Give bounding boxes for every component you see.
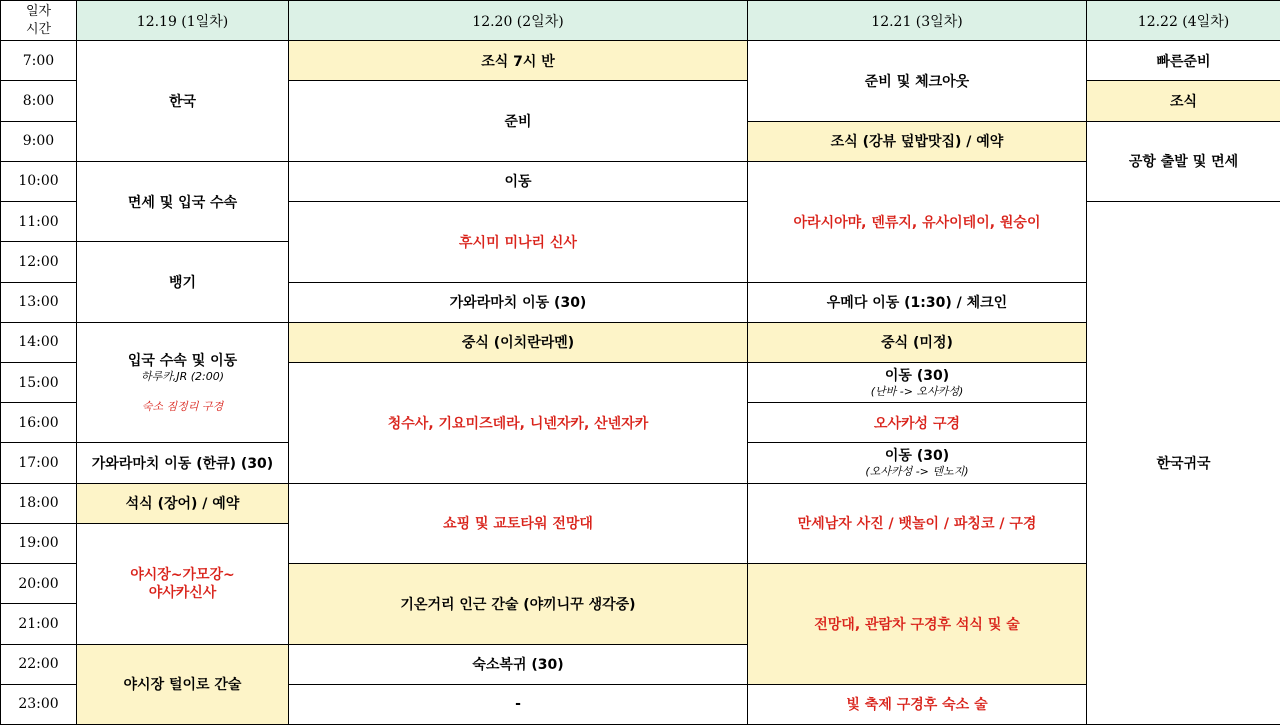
day2-move-kawaramachi: 가와라마치 이동 (30)	[289, 282, 748, 322]
day2-gion: 기온거리 인근 간술 (야끼니꾸 생각중)	[289, 564, 748, 644]
day3-move2	[748, 443, 1087, 483]
day3-move1-sub: (난바 -> 오사카성)	[870, 384, 964, 398]
day1-market	[77, 523, 289, 644]
day3-umeda: 우메다 이동 (1:30) / 체크인	[748, 282, 1087, 322]
time-label: 17:00	[1, 443, 77, 483]
day1-customs: 면세 및 입국 수속	[77, 161, 289, 241]
day2-dash: -	[289, 684, 748, 724]
day-header-1: 12.19 (1일차)	[77, 1, 289, 41]
day3-observatory: 전망대, 관람차 구경후 석식 및 술	[748, 564, 1087, 685]
time-label: 23:00	[1, 684, 77, 724]
time-row	[1, 41, 1280, 81]
day2-prepare: 준비	[289, 81, 748, 161]
corner-cell	[1, 1, 77, 41]
day4-quick-prep: 빠른준비	[1087, 41, 1280, 81]
time-label: 12:00	[1, 242, 77, 282]
day3-breakfast: 조식 (강뷰 덮밥맛집) / 예약	[748, 121, 1087, 161]
day3-lunch: 중식 (미정)	[748, 322, 1087, 362]
day1-dinner: 석식 (장어) / 예약	[77, 483, 289, 523]
header-row	[1, 1, 1280, 41]
day3-move1-main: 이동 (30)	[884, 367, 950, 384]
day3-manse: 만세남자 사진 / 뱃놀이 / 파칭코 / 구경	[748, 483, 1087, 563]
time-label: 8:00	[1, 81, 77, 121]
day-header-2: 12.20 (2일차)	[289, 1, 748, 41]
time-label: 9:00	[1, 121, 77, 161]
day3-move2-sub: (오사카성 -> 덴노지)	[865, 465, 969, 479]
day2-fushimi: 후시미 미나리 신사	[289, 202, 748, 282]
time-label: 22:00	[1, 644, 77, 684]
day2-lunch: 중식 (이치란라멘)	[289, 322, 748, 362]
day2-move: 이동	[289, 161, 748, 201]
time-label: 14:00	[1, 322, 77, 362]
day4-breakfast: 조식	[1087, 81, 1280, 121]
day1-market-line1: 야시장~가모강~	[130, 566, 235, 583]
time-label: 20:00	[1, 564, 77, 604]
day1-entry-sub: 하루카,JR (2:00)	[140, 369, 225, 383]
day3-arashiyama: 아라시아먀, 덴류지, 유사이테이, 원숭이	[748, 161, 1087, 282]
day4-airport: 공항 출발 및 면세	[1087, 121, 1280, 201]
day2-temples: 청수사, 기요미즈데라, 니넨자카, 산넨자카	[289, 362, 748, 483]
day4-return-korea: 한국귀국	[1087, 202, 1280, 725]
day1-korea: 한국	[77, 41, 289, 162]
corner-time-label: 시간	[25, 21, 52, 37]
day1-flight: 뱅기	[77, 242, 289, 322]
day1-snack: 야시장 털이로 간술	[77, 644, 289, 725]
day3-move2-main: 이동 (30)	[884, 448, 950, 465]
day3-castle: 오사카성 구경	[748, 403, 1087, 443]
day3-festival: 빛 축제 구경후 숙소 술	[748, 684, 1087, 724]
time-label: 15:00	[1, 362, 77, 402]
day1-market-line2: 야사카신사	[148, 584, 217, 601]
day1-move-kawaramachi: 가와라마치 이동 (한큐) (30)	[77, 443, 289, 483]
time-label: 13:00	[1, 282, 77, 322]
day1-entry-note: 숙소 짐정리 구경	[141, 399, 224, 413]
time-label: 10:00	[1, 161, 77, 201]
time-label: 18:00	[1, 483, 77, 523]
day-header-4: 12.22 (4일차)	[1087, 1, 1280, 41]
corner-date-label: 일자	[25, 3, 52, 19]
time-label: 19:00	[1, 523, 77, 563]
day3-move1	[748, 362, 1087, 402]
day2-return: 숙소복귀 (30)	[289, 644, 748, 684]
day1-entry	[77, 322, 289, 443]
day3-checkout: 준비 및 체크아웃	[748, 41, 1087, 121]
time-label: 11:00	[1, 202, 77, 242]
time-label: 7:00	[1, 41, 77, 81]
day2-shopping: 쇼핑 및 교토타워 전망대	[289, 483, 748, 563]
day2-breakfast: 조식 7시 반	[289, 41, 748, 81]
time-label: 16:00	[1, 403, 77, 443]
day1-entry-main: 입국 수속 및 이동	[127, 352, 238, 369]
time-label: 21:00	[1, 604, 77, 644]
day-header-3: 12.21 (3일차)	[748, 1, 1087, 41]
